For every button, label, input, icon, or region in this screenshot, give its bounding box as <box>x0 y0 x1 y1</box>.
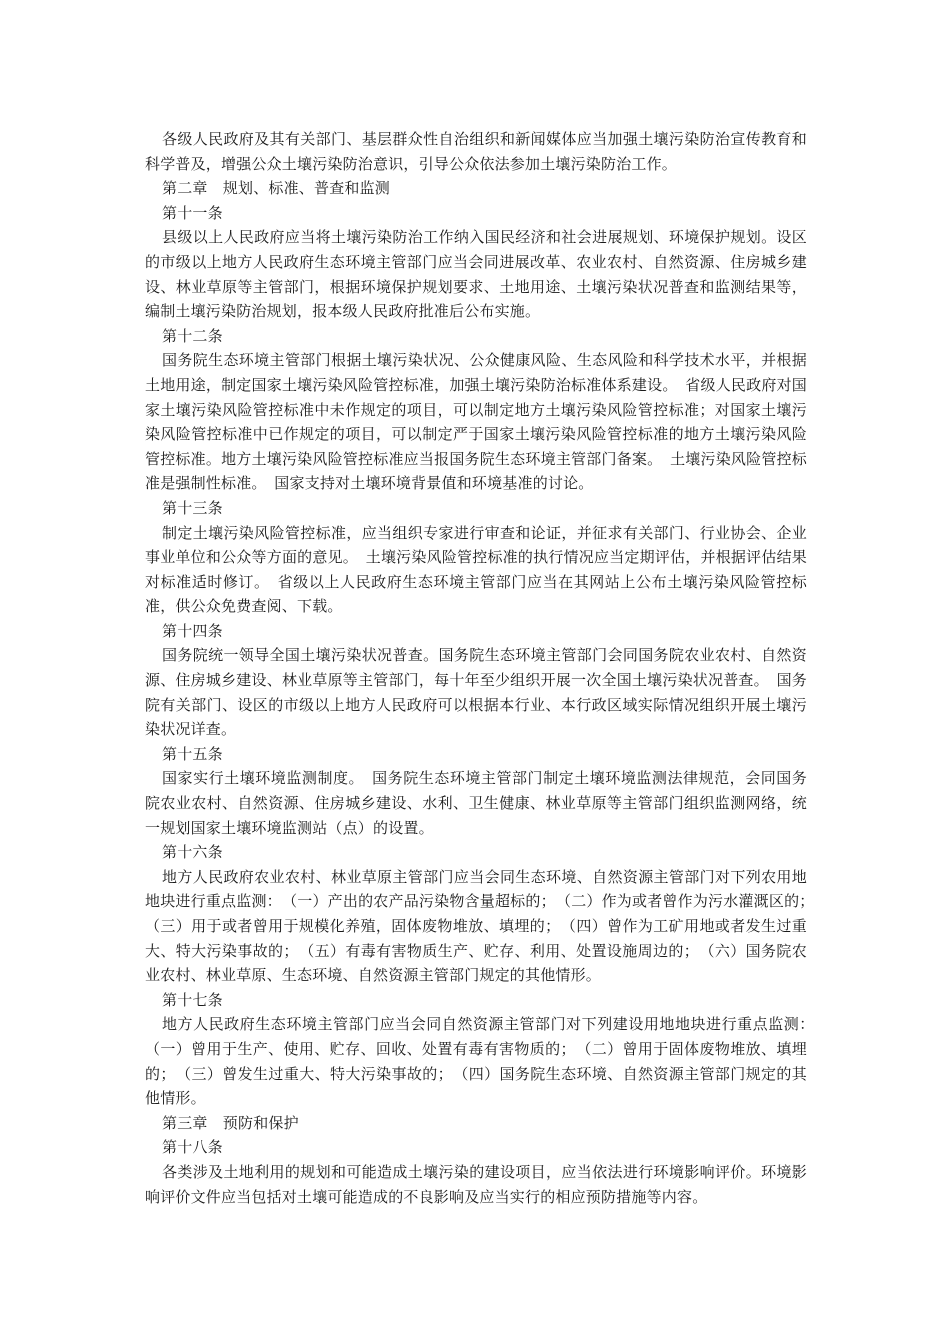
article-heading: 第十四条 <box>162 621 223 640</box>
paragraph: 国务院生态环境主管部门根据土壤污染状况、公众健康风险、生态风险和科学技术水平，并根据土地用途，制定国家土壤污染风险管控标准，加强土壤污染防治标准体系建设。 省级人民政府对国家土壤污染风险管控标准中未作规定的项目，可以制定地方土壤污染风险管控标准；对国家土壤污染风险管控标准中已作规定的项目，可以制定严于国家土壤污染风险管控标准的地方土壤污染风险管控标准。地方土壤污染风险管控标准应当报国务院生态环境主管部门备案。 土壤污染风险管控标准是强制性标准。 国家支持对土壤环境背景值和环境基准的讨论。 <box>145 351 807 493</box>
article-heading: 第十七条 <box>162 990 223 1009</box>
paragraph: 县级以上人民政府应当将土壤污染防治工作纳入国民经济和社会进展规划、环境保护规划。设区的市级以上地方人民政府生态环境主管部门应当会同进展改革、农业农村、自然资源、住房城乡建设、林业草原等主管部门，根据环境保护规划要求、土地用途、土壤污染状况普查和监测结果等，编制土壤污染防治规划，报本级人民政府批准后公布实施。 <box>145 228 807 321</box>
article-heading: 第十二条 <box>162 326 223 345</box>
article-heading: 第十六条 <box>162 843 223 862</box>
paragraph: 地方人民政府生态环境主管部门应当会同自然资源主管部门对下列建设用地地块进行重点监测： （一）曾用于生产、使用、贮存、回收、处置有毒有害物质的； （二）曾用于固体废物堆放、填埋的； （三）曾发生过重大、特大污染事故的； （四）国务院生态环境、自然资源主管部门规定的其他情形。 <box>145 1015 823 1108</box>
document-body <box>145 127 823 1209</box>
article-heading: 第十三条 <box>162 498 223 517</box>
paragraph: 国务院统一领导全国土壤污染状况普查。国务院生态环境主管部门会同国务院农业农村、自然资源、住房城乡建设、林业草原等主管部门，每十年至少组织开展一次全国土壤污染状况普查。 国务院有关部门、设区的市级以上地方人民政府可以根据本行业、本行政区域实际情况组织开展土壤污染状况详查。 <box>145 646 807 739</box>
paragraph: 国家实行土壤环境监测制度。 国务院生态环境主管部门制定土壤环境监测法律规范，会同国务院农业农村、自然资源、住房城乡建设、水利、卫生健康、林业草原等主管部门组织监测网络，统一规划国家土壤环境监测站（点）的设置。 <box>145 769 807 837</box>
article-heading: 第十八条 <box>162 1138 223 1157</box>
chapter-heading: 第二章 规划、标准、普查和监测 <box>162 179 391 198</box>
article-heading: 第十五条 <box>162 744 223 763</box>
paragraph: 各级人民政府及其有关部门、基层群众性自治组织和新闻媒体应当加强土壤污染防治宣传教育和科学普及，增强公众土壤污染防治意识，引导公众依法参加土壤污染防治工作。 <box>145 130 807 173</box>
paragraph: 各类涉及土地利用的规划和可能造成土壤污染的建设项目，应当依法进行环境影响评价。环境影响评价文件应当包括对土壤可能造成的不良影响及应当实行的相应预防措施等内容。 <box>145 1162 807 1206</box>
paragraph: 制定土壤污染风险管控标准，应当组织专家进行审查和论证，并征求有关部门、行业协会、企业事业单位和公众等方面的意见。 土壤污染风险管控标准的执行情况应当定期评估，并根据评估结果对标准适时修订。 省级以上人民政府生态环境主管部门应当在其网站上公布土壤污染风险管控标准，供公众免费查阅、下载。 <box>145 523 807 616</box>
article-heading: 第十一条 <box>162 203 223 222</box>
paragraph: 地方人民政府农业农村、林业草原主管部门应当会同生态环境、自然资源主管部门对下列农用地地块进行重点监测： （一）产出的农产品污染物含量超标的； （二）作为或者曾作为污水灌溉区的； （三）用于或者曾用于规模化养殖，固体废物堆放、填埋的； （四）曾作为工矿用地或者发生过重大、特大污染事故的； （五）有毒有害物质生产、贮存、利用、处置设施周边的； （六）国务院农业农村、林业草原、生态环境、自然资源主管部门规定的其他情形。 <box>145 867 823 985</box>
chapter-heading: 第三章 预防和保护 <box>162 1113 299 1132</box>
